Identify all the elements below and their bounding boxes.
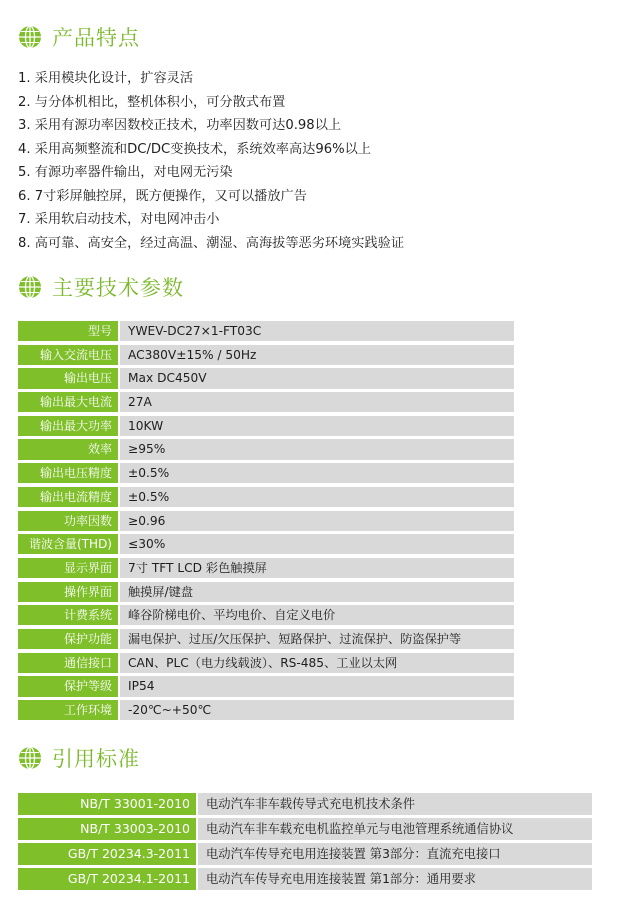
- feature-item: 3. 采用有源功率因数校正技术，功率因数可达0.98以上: [18, 118, 342, 133]
- standard-name: 电动汽车非车载传导式充电机技术条件: [198, 793, 592, 815]
- spec-value: 触摸屏/键盘: [120, 582, 514, 602]
- table-row: [18, 534, 514, 554]
- features-section-header: [18, 22, 140, 52]
- spec-label: 输出电压精度: [18, 463, 118, 483]
- table-row: [18, 868, 592, 890]
- standard-code: NB/T 33003-2010: [18, 818, 196, 840]
- spec-label: 操作界面: [18, 582, 118, 602]
- spec-label: 输出电流精度: [18, 487, 118, 507]
- table-row: [18, 463, 514, 483]
- feature-item: 8. 高可靠、高安全，经过高温、潮湿、高海拔等恶劣环境实践验证: [18, 235, 405, 251]
- features-title: 产品特点: [52, 26, 140, 50]
- table-row: [18, 818, 592, 840]
- spec-label: 工作环境: [18, 700, 118, 720]
- standard-code: NB/T 33001-2010: [18, 793, 196, 815]
- spec-label: 保护等级: [18, 676, 118, 696]
- table-row: [18, 700, 514, 720]
- feature-item: 4. 采用高频整流和DC/DC变换技术，系统效率高达96%以上: [18, 141, 372, 157]
- spec-label: 型号: [18, 321, 118, 341]
- standard-code: GB/T 20234.3-2011: [18, 843, 196, 865]
- feature-item: 7. 采用软启动技术，对电网冲击小: [18, 212, 220, 227]
- standard-name: 电动汽车传导充电用连接装置 第1部分：通用要求: [198, 868, 592, 890]
- features-list: [18, 67, 404, 255]
- table-row: [18, 653, 514, 673]
- spec-table: [18, 321, 514, 724]
- spec-label: 功率因数: [18, 511, 118, 531]
- globe-icon: [18, 746, 42, 770]
- spec-value: 27A: [120, 392, 514, 412]
- spec-value: ≤30%: [120, 534, 514, 554]
- standard-name: 电动汽车传导充电用连接装置 第3部分：直流充电接口: [198, 843, 592, 865]
- spec-label: 输出最大电流: [18, 392, 118, 412]
- table-row: [18, 439, 514, 459]
- table-row: [18, 605, 514, 625]
- spec-value: IP54: [120, 676, 514, 696]
- spec-label: 输入交流电压: [18, 345, 118, 365]
- spec-label: 计费系统: [18, 605, 118, 625]
- specs-title: 主要技术参数: [52, 276, 184, 300]
- spec-label: 输出最大功率: [18, 416, 118, 436]
- globe-icon: [18, 25, 42, 49]
- table-row: [18, 511, 514, 531]
- standard-name: 电动汽车非车载充电机监控单元与电池管理系统通信协议: [198, 818, 592, 840]
- table-row: [18, 416, 514, 436]
- spec-value: YWEV-DC27×1-FT03C: [120, 321, 514, 341]
- spec-label: 通信接口: [18, 653, 118, 673]
- table-row: [18, 487, 514, 507]
- spec-value: ±0.5%: [120, 463, 514, 483]
- spec-label: 效率: [18, 439, 118, 459]
- specs-section-header: [18, 272, 184, 302]
- table-row: [18, 321, 514, 341]
- standard-code: GB/T 20234.1-2011: [18, 868, 196, 890]
- spec-value: -20℃~+50℃: [120, 700, 514, 720]
- table-row: [18, 843, 592, 865]
- feature-item: 6. 7寸彩屏触控屏，既方便操作，又可以播放广告: [18, 188, 307, 204]
- table-row: [18, 558, 514, 578]
- spec-value: 10KW: [120, 416, 514, 436]
- spec-value: AC380V±15% / 50Hz: [120, 345, 514, 365]
- spec-label: 输出电压: [18, 368, 118, 388]
- table-row: [18, 345, 514, 365]
- spec-label: 谐波含量(THD): [18, 534, 118, 554]
- spec-value: Max DC450V: [120, 368, 514, 388]
- spec-value: ≥0.96: [120, 511, 514, 531]
- table-row: [18, 368, 514, 388]
- spec-label: 保护功能: [18, 629, 118, 649]
- table-row: [18, 629, 514, 649]
- spec-label: 显示界面: [18, 558, 118, 578]
- standards-title: 引用标准: [52, 747, 140, 771]
- spec-value: CAN、PLC（电力线载波）、RS-485、工业以太网: [120, 653, 514, 673]
- feature-item: 2. 与分体机相比，整机体积小，可分散式布置: [18, 94, 286, 110]
- standards-section-header: [18, 743, 140, 773]
- spec-value: 7寸 TFT LCD 彩色触摸屏: [120, 558, 514, 578]
- spec-value: ≥95%: [120, 439, 514, 459]
- table-row: [18, 392, 514, 412]
- spec-value: ±0.5%: [120, 487, 514, 507]
- standards-table: [18, 793, 592, 893]
- table-row: [18, 582, 514, 602]
- globe-icon: [18, 275, 42, 299]
- spec-value: 峰谷阶梯电价、平均电价、自定义电价: [120, 605, 514, 625]
- table-row: [18, 793, 592, 815]
- feature-item: 5. 有源功率器件输出，对电网无污染: [18, 165, 233, 180]
- spec-value: 漏电保护、过压/欠压保护、短路保护、过流保护、防盗保护等: [120, 629, 514, 649]
- feature-item: 1. 采用模块化设计，扩容灵活: [18, 71, 194, 86]
- table-row: [18, 676, 514, 696]
